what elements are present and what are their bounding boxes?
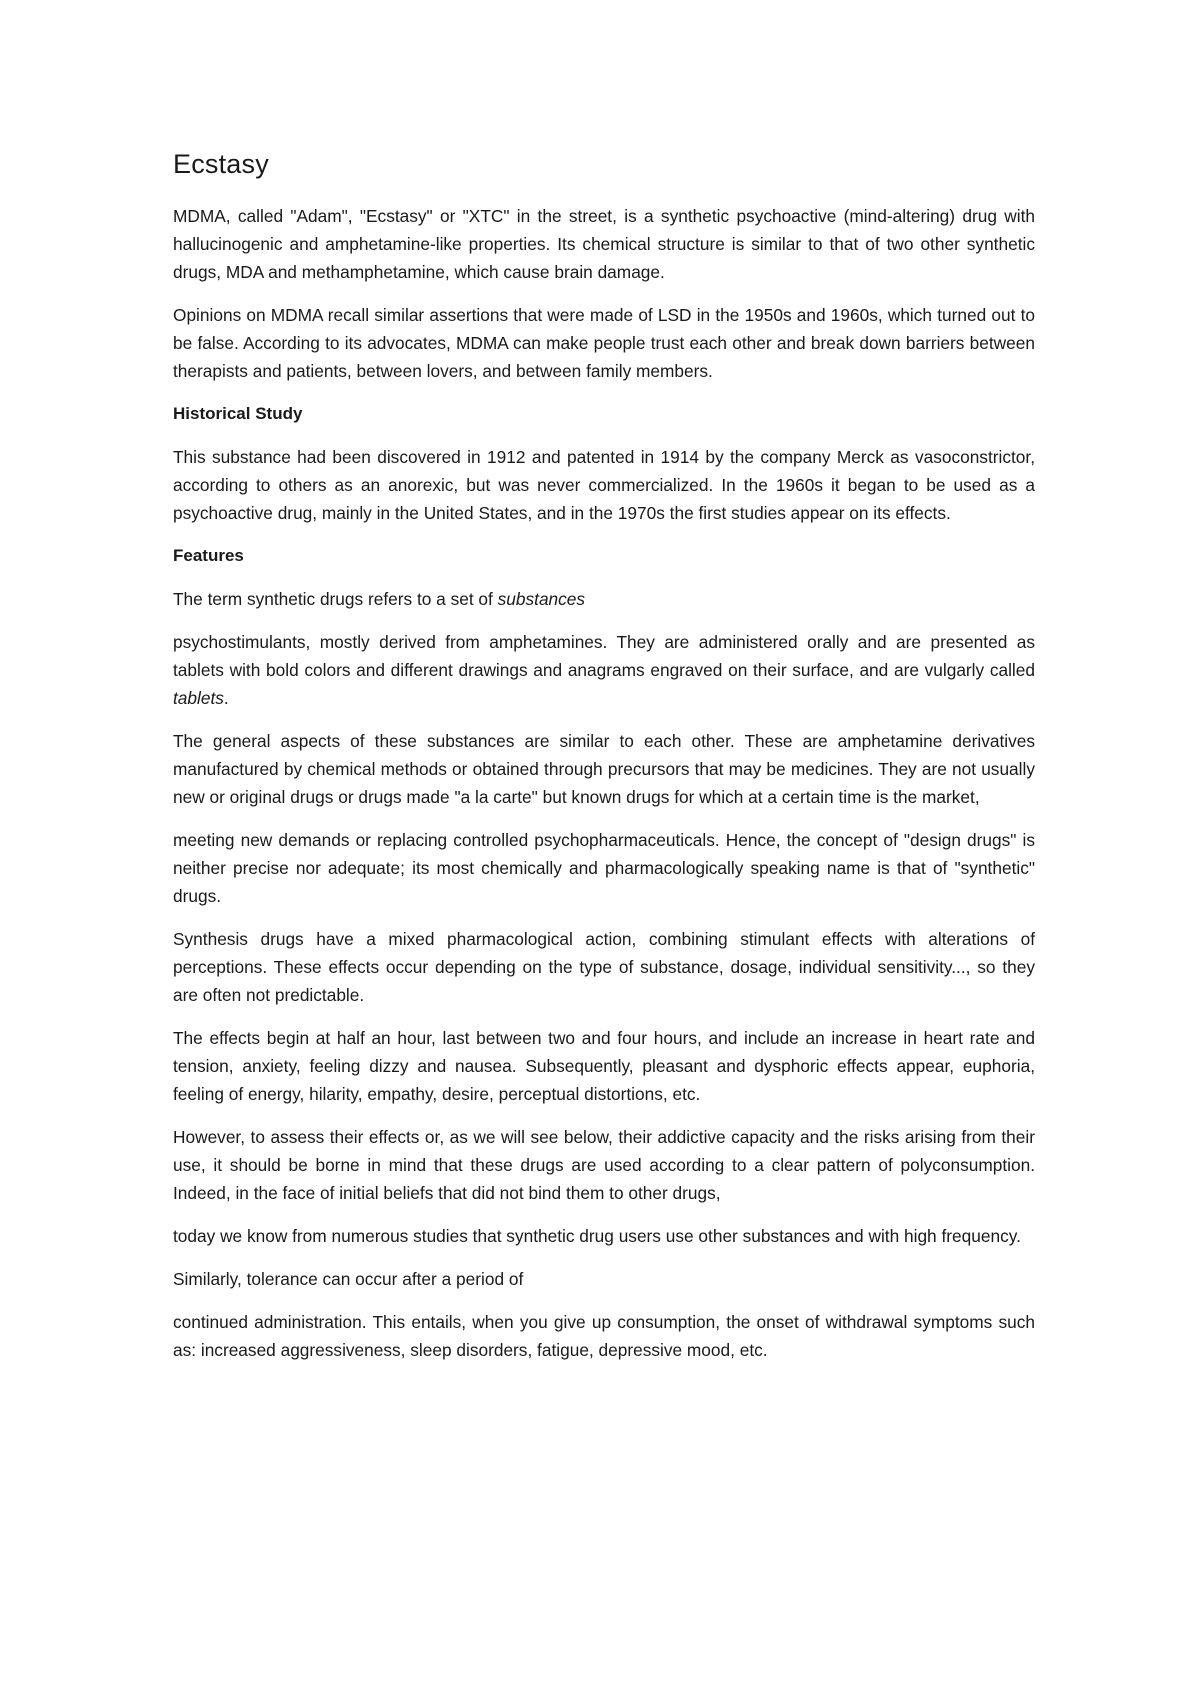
features-paragraph: Similarly, tolerance can occur after a period of	[173, 1269, 524, 1290]
features-paragraph	[173, 628, 1035, 712]
document-title: Ecstasy	[173, 149, 269, 179]
section-heading-historical-study: Historical Study	[173, 404, 303, 424]
document-page	[173, 148, 1035, 1379]
features-paragraph: The effects begin at half an hour, last between two and four hours, and include an increase in heart rate and tension, anxiety, feeling dizzy and nausea. Subsequently, pleasant and dysphoric effects appear, euphoria, feeling of energy, hilarity, empathy, desire, perceptual distortions, etc.	[173, 1028, 1035, 1105]
features-paragraph: The general aspects of these substances are similar to each other. These are amphetamine derivatives manufactured by chemical methods or obtained through precursors that may be medicines. They are not usually new or original drugs or drugs made "a la carte" but known drugs for which at a certain time is the market,	[173, 731, 1035, 808]
features-paragraph	[173, 585, 1035, 613]
intro-paragraph: MDMA, called "Adam", "Ecstasy" or "XTC" in the street, is a synthetic psychoactive (mind-altering) drug with hallucinogenic and amphetamine-like properties. Its chemical structure is similar to that of two other synthetic drugs, MDA and methamphetamine, which cause brain damage.	[173, 206, 1035, 283]
features-italic-term: tablets	[173, 688, 224, 709]
features-italic-term: substances	[497, 589, 586, 610]
historical-paragraph: This substance had been discovered in 1912 and patented in 1914 by the company Merck as vasoconstrictor, according to others as an anorexic, but was never commercialized. In the 1960s it began to be used as a psychoactive drug, mainly in the United States, and in the 1970s the first studies appear on its effects.	[173, 447, 1035, 524]
features-text: .	[223, 688, 229, 709]
features-paragraph: today we know from numerous studies that synthetic drug users use other substances and with high frequency.	[173, 1226, 1021, 1247]
features-paragraph: continued administration. This entails, when you give up consumption, the onset of withdrawal symptoms such as: increased aggressiveness, sleep disorders, fatigue, depressive mood, etc.	[173, 1312, 1035, 1361]
features-paragraph: Synthesis drugs have a mixed pharmacological action, combining stimulant effects with alterations of perceptions. These effects occur depending on the type of substance, dosage, individual sensitivity..., so they are often not predictable.	[173, 929, 1035, 1006]
features-paragraph: meeting new demands or replacing controlled psychopharmaceuticals. Hence, the concept of "design drugs" is neither precise nor adequate; its most chemically and pharmacologically speaking name is that of "synthetic" drugs.	[173, 830, 1035, 907]
intro-paragraph: Opinions on MDMA recall similar assertions that were made of LSD in the 1950s and 1960s, which turned out to be false. According to its advocates, MDMA can make people trust each other and break down barriers between therapists and patients, between lovers, and between family members.	[173, 305, 1035, 382]
features-text: The term synthetic drugs refers to a set of	[173, 589, 498, 610]
features-paragraph: However, to assess their effects or, as we will see below, their addictive capacity and the risks arising from their use, it should be borne in mind that these drugs are used according to a clear pattern of polyconsumption. Indeed, in the face of initial beliefs that did not bind them to other drugs,	[173, 1127, 1035, 1204]
features-text: psychostimulants, mostly derived from amphetamines. They are administered orally and are presented as tablets with bold colors and different drawings and anagrams engraved on their surface, and are vulgarly called	[173, 632, 1035, 681]
section-heading-features: Features	[173, 546, 244, 566]
